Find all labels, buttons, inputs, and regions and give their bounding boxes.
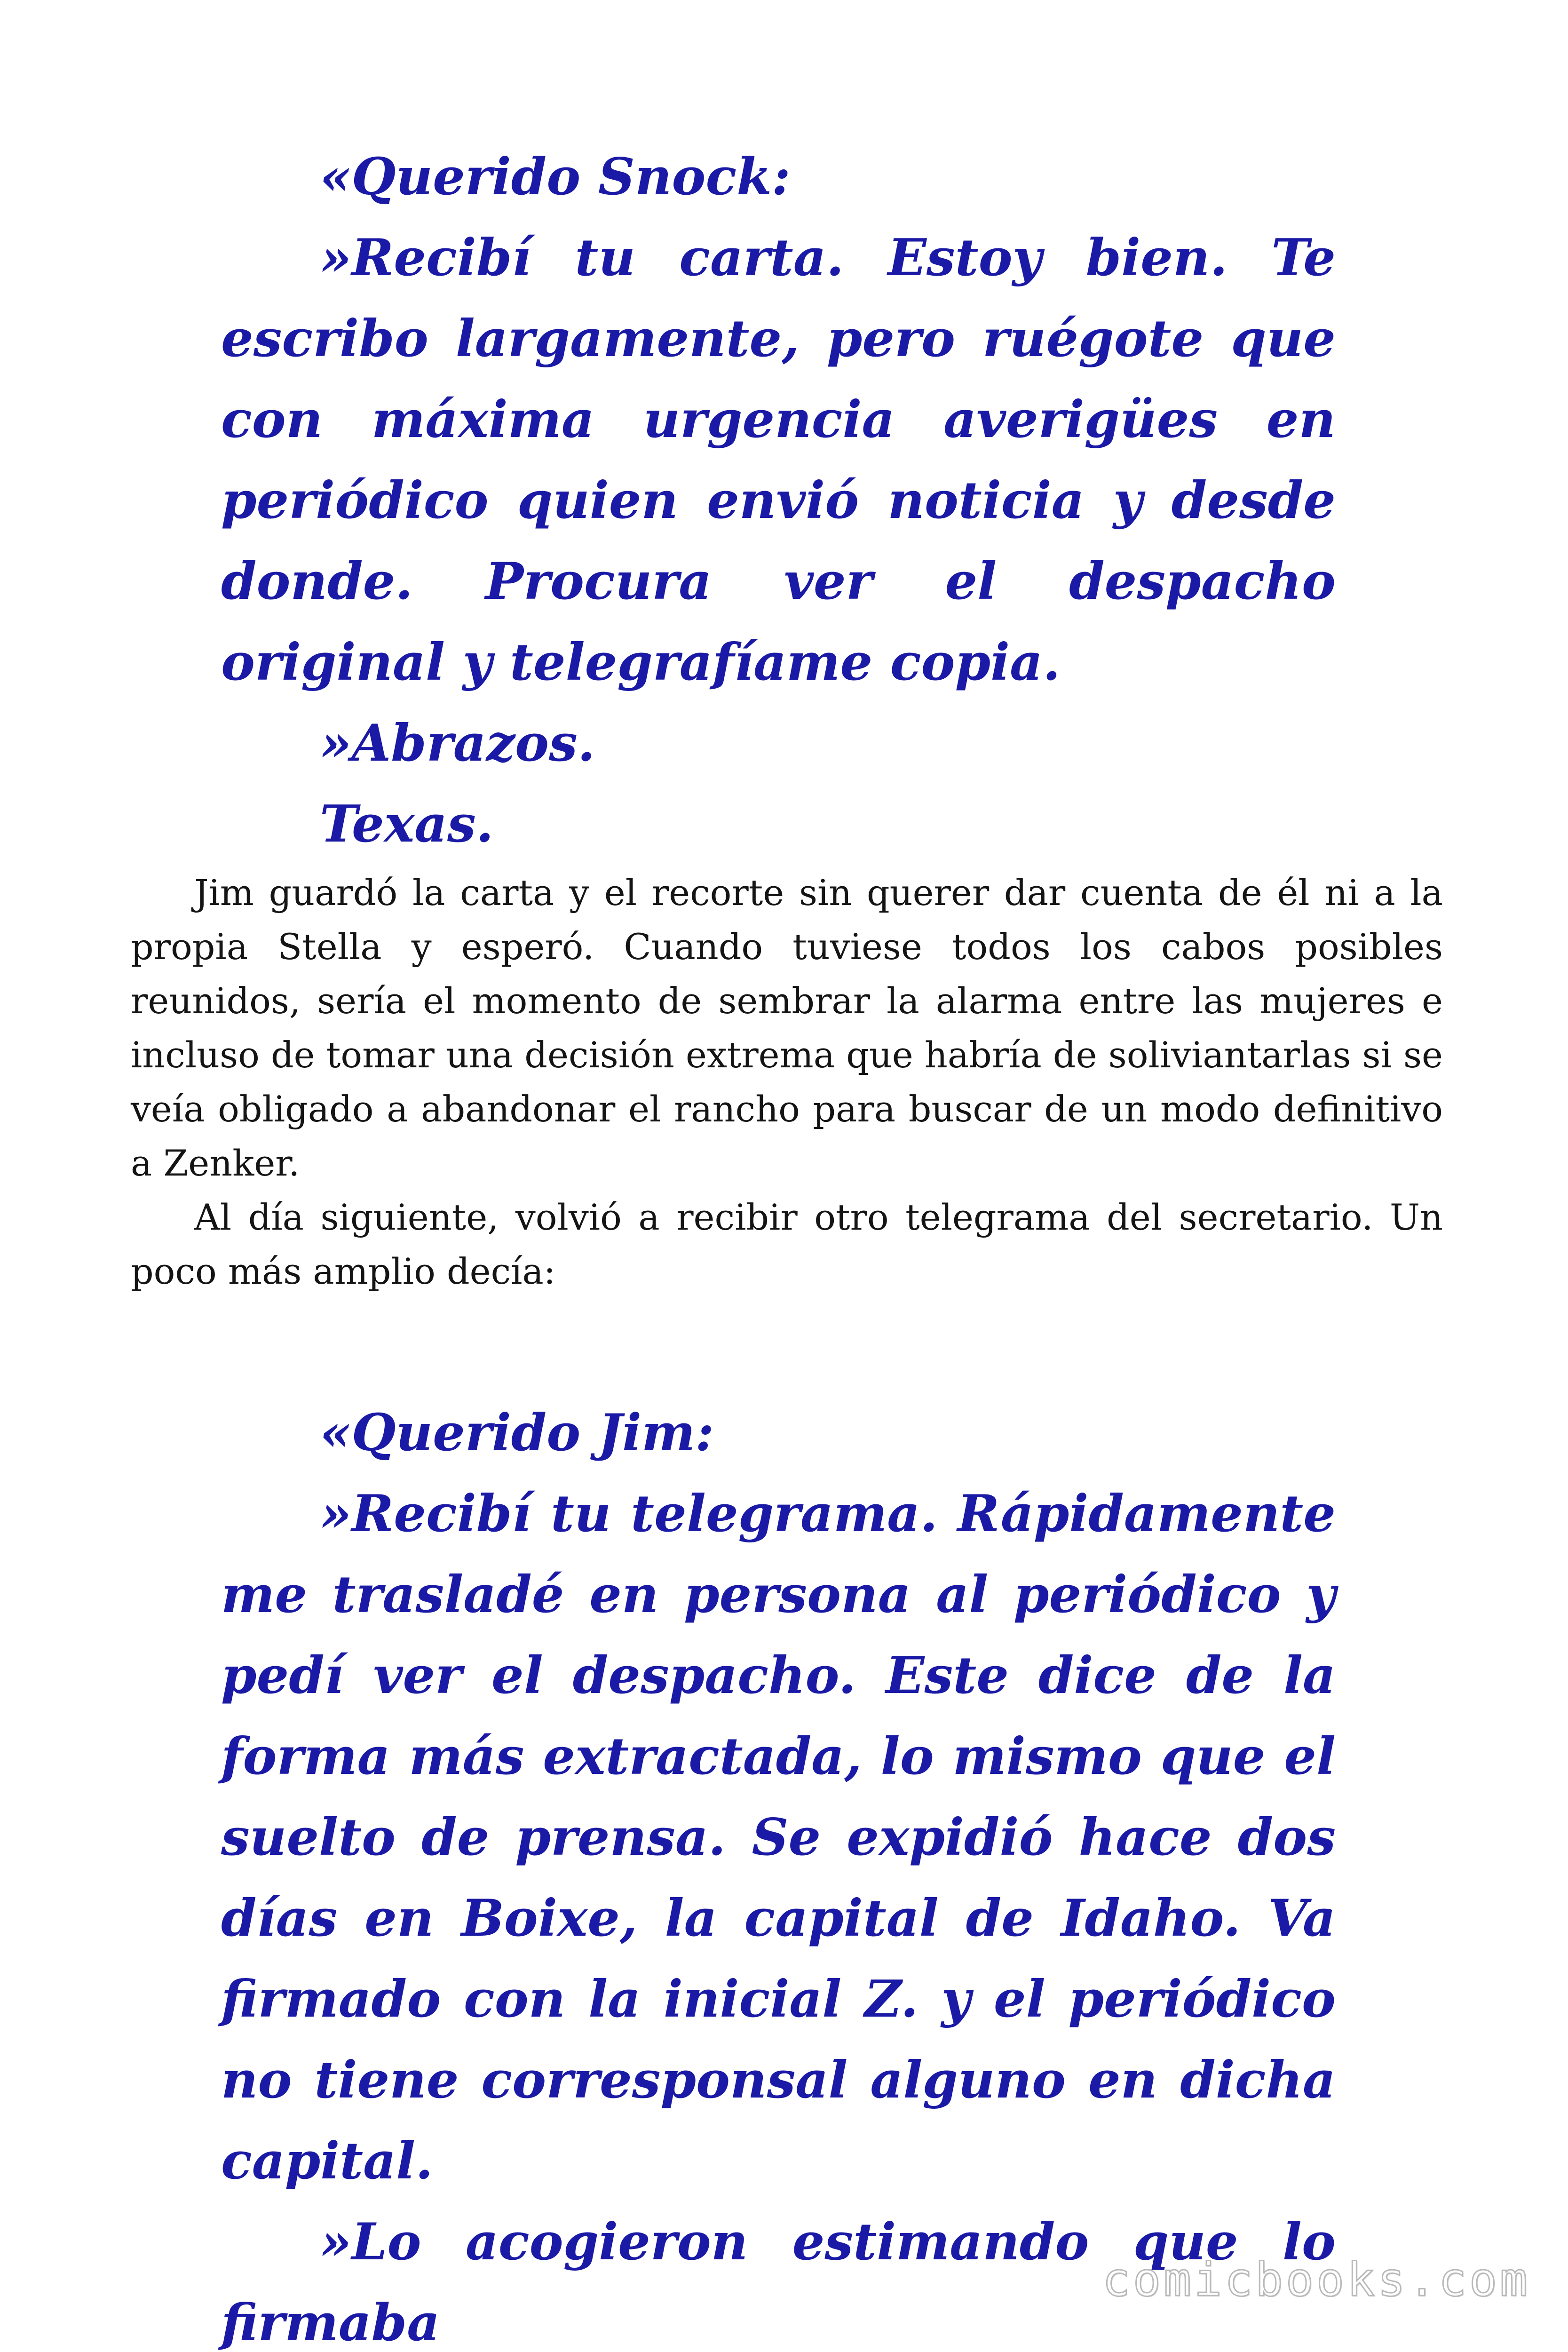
letter-paragraph: »Lo acogieron estimando que lo firmaba [221,2212,1336,2352]
narrative-paragraph: Jim guardó la carta y el recorte sin querer dar cuenta de él ni a la propia Stella y esperó. Cuando tuviese todos los cabos posibles reunidos, sería el momento de sembrar la alarma entre las mujeres e incluso de tomar una decisión extrema que habría de soliviantarlas si se veía obligado a abandonar el rancho para buscar de un modo definitivo a Zenker. [131,872,1443,1184]
letter-to-jim [221,1392,1336,2352]
letter-paragraph: »Abrazos. [320,714,595,773]
narrative-text [131,866,1443,1298]
letter-salutation: «Querido Snock: [320,147,791,207]
watermark: comicbooks.com [1102,2253,1530,2307]
letter-to-snock [221,136,1336,865]
letter-paragraph: »Recibí tu carta. Estoy bien. Te escribo largamente, pero ruégote que con máxima urgencia averigües en periódico quien envió noticia y desde donde. Procura ver el despacho original y telegrafíame copia. [221,228,1336,692]
letter-signature: Texas. [320,795,494,854]
letter-salutation: «Querido Jim: [320,1403,714,1462]
narrative-paragraph: Al día siguiente, volvió a recibir otro telegrama del secretario. Un poco más amplio decía: [131,1196,1443,1292]
letter-paragraph: »Recibí tu telegrama. Rápidamente me trasladé en persona al periódico y pedí ver el despacho. Este dice de la forma más extractada, lo mismo que el suelto de prensa. Se expidió hace dos días en Boixe, la capital de Idaho. Va firmado con la inicial Z. y el periódico no tiene corresponsal alguno en dicha capital. [221,1484,1336,2191]
